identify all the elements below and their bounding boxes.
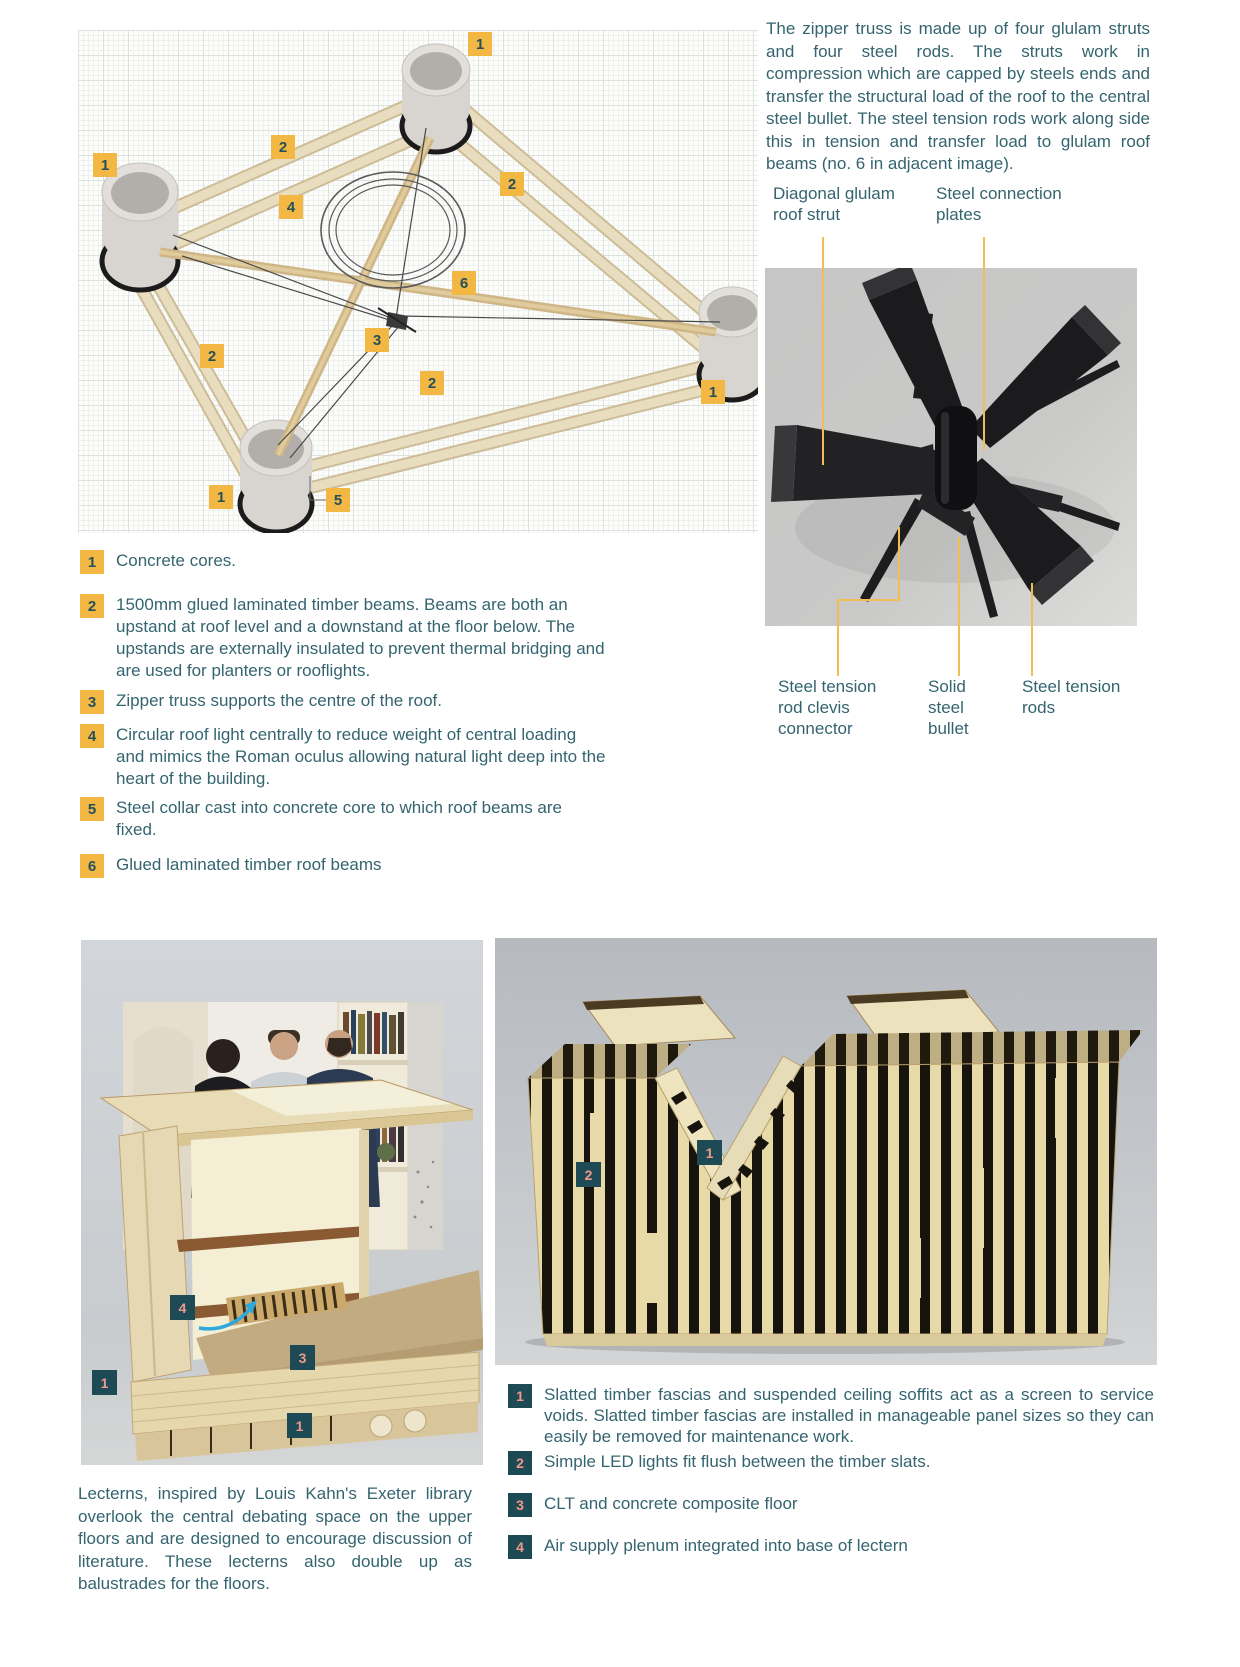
legend-item-6 [80, 854, 684, 878]
legend-badge-5: 5 [80, 797, 104, 821]
diagram-badge-2d: 2 [420, 371, 444, 395]
legend-text-2: 1500mm glued laminated timber beams. Beams are both an upstand at roof level and a downstand at the floor below. The upstands are externally insulated to prevent thermal bridging and are used for planters or rooflights. [116, 595, 605, 680]
label-steel-connection-plates: Steel connection plates [936, 184, 1062, 224]
diagram-badge-6: 6 [452, 271, 476, 295]
leader-line-connection-plates [983, 237, 985, 450]
legend-item-5 [80, 797, 684, 841]
truss-node-photo [765, 268, 1137, 626]
striped-badge-1: 1 [697, 1140, 722, 1165]
diagram-badge-1d: 1 [701, 380, 725, 404]
diagram-badge-1c: 1 [209, 485, 233, 509]
legend-text-6: Glued laminated timber roof beams [116, 855, 382, 874]
model-badge-3: 3 [290, 1345, 315, 1370]
leader-line-tension-rods [1031, 583, 1033, 676]
intro-paragraph: The zipper truss is made up of four glulam struts and four steel rods. The struts work in compression which are capped by steels ends and transfer the structural load of the roof to the central steel bullet. The steel tension rods work along side this in tension and transfer load to glulam roof beams (no. 6 in adjacent image). [766, 19, 1150, 173]
lectern-legend-text-2: Simple LED lights fit flush between the timber slats. [544, 1452, 931, 1471]
label-solid-steel-bullet: Solid steel bullet [928, 677, 969, 738]
diagram-badge-4: 4 [279, 195, 303, 219]
legend-item-3 [80, 690, 684, 714]
legend-text-4: Circular roof light centrally to reduce weight of central loading and mimics the Roman oculus allowing natural light deep into the heart of the building. [116, 725, 606, 788]
legend-badge-4: 4 [80, 724, 104, 748]
leader-line-bullet [958, 537, 960, 676]
leader-line-clevis-c [837, 599, 839, 676]
lectern-legend-item-3 [508, 1493, 1156, 1517]
roof-light-ring [321, 172, 465, 288]
roof-structure-render [78, 30, 758, 533]
roof-structure-diagram [78, 30, 758, 533]
model-badge-1b: 1 [287, 1413, 312, 1438]
lectern-legend-text-3: CLT and concrete composite floor [544, 1494, 798, 1513]
lectern-legend-item-4 [508, 1535, 1156, 1559]
label-steel-tension-rod-clevis: Steel tension rod clevis connector [778, 677, 877, 738]
diagram-badge-2b: 2 [500, 172, 524, 196]
lectern-legend-text-1: Slatted timber fascias and suspended ceiling soffits act as a screen to service voids. Slatted timber fascias are installed in manageable panel sizes so they can easily be removed for maintenance work. [544, 1385, 1154, 1446]
lectern-paragraph: Lecterns, inspired by Louis Kahn's Exeter library overlook the central debating space on the upper floors and are designed to encourage discussion of literature. These lecterns also double up as balustrades for the floors. [78, 1484, 472, 1593]
legend-badge-6: 6 [80, 854, 104, 878]
leader-line-clevis-b [838, 599, 900, 601]
model-badge-1: 1 [92, 1370, 117, 1395]
striped-badge-2: 2 [576, 1162, 601, 1187]
lectern-legend-item-2 [508, 1451, 1156, 1475]
diagram-badge-1: 1 [468, 32, 492, 56]
leader-line-clevis-a [898, 527, 900, 601]
lectern-legend-item-1 [508, 1384, 1156, 1447]
lectern-legend-badge-3: 3 [508, 1493, 532, 1517]
leader-line-diagonal-strut [822, 237, 824, 465]
model-badge-4: 4 [170, 1295, 195, 1320]
lectern-legend-badge-4: 4 [508, 1535, 532, 1559]
slatted-front-face [528, 1062, 1119, 1334]
legend-item-2 [80, 594, 684, 682]
diagram-badge-5: 5 [326, 488, 350, 512]
legend-badge-2: 2 [80, 594, 104, 618]
diagram-badge-1b: 1 [93, 153, 117, 177]
diagram-badge-2: 2 [271, 135, 295, 159]
label-diagonal-glulam-roof-strut: Diagonal glulam roof strut [773, 184, 895, 224]
legend-text-5: Steel collar cast into concrete core to which roof beams are fixed. [116, 798, 562, 839]
lectern-legend-badge-2: 2 [508, 1451, 532, 1475]
legend-text-3: Zipper truss supports the centre of the roof. [116, 691, 442, 710]
roof-legend [80, 550, 684, 878]
legend-item-4 [80, 724, 684, 790]
lectern-section-model-photo [81, 940, 483, 1465]
lectern-legend [508, 1384, 1156, 1559]
lectern-legend-badge-1: 1 [508, 1384, 532, 1408]
legend-badge-3: 3 [80, 690, 104, 714]
striped-lectern-photo [495, 938, 1157, 1365]
diagram-badge-3: 3 [365, 328, 389, 352]
lectern-legend-text-4: Air supply plenum integrated into base of lectern [544, 1536, 908, 1555]
legend-text-1: Concrete cores. [116, 551, 236, 570]
label-steel-tension-rods: Steel tension rods [1022, 677, 1121, 717]
legend-item-1 [80, 550, 684, 574]
diagram-badge-2c: 2 [200, 344, 224, 368]
legend-badge-1: 1 [80, 550, 104, 574]
